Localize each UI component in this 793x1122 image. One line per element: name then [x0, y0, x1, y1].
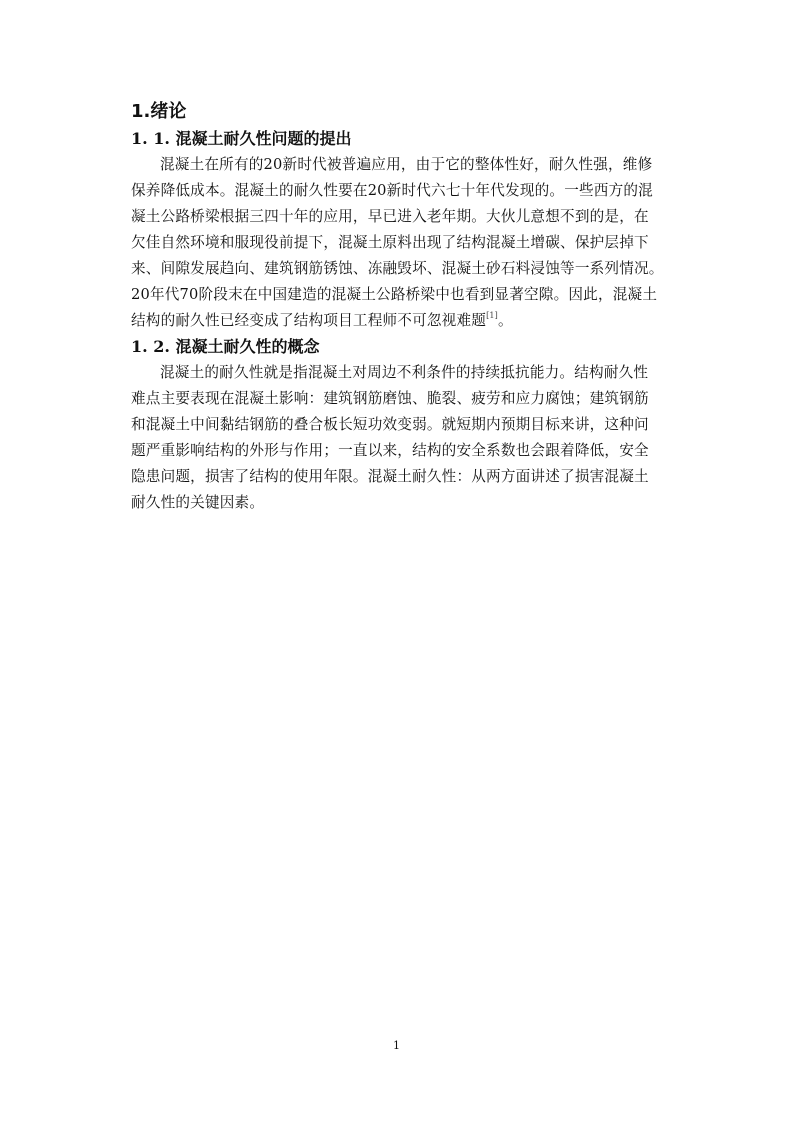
- citation-reference[interactable]: [1]: [486, 311, 498, 320]
- section-heading-1-2: [131, 334, 698, 360]
- section-number: 1. 1.: [131, 129, 176, 148]
- section-number: 1. 2.: [131, 337, 176, 356]
- section-paragraph: [131, 152, 698, 334]
- section-paragraph: [131, 360, 698, 516]
- chapter-title: 1.绪论: [131, 101, 187, 122]
- paragraph-text: 混凝土的耐久性就是指混凝土对周边不利条件的持续抵抗能力。结构耐久性 难点主要表现在混凝土影响：建筑钢筋磨蚀、脆裂、疲劳和应力腐蚀；建筑钢筋 和混凝土中间黏结钢筋的叠合板长短功效变弱。就短期内预期目标来讲，这种问 题严重影响结构的外形与作用；一直以来，结构的安全系数也会跟着降低，安全 隐患问题，损害了结构的使用年限。混凝土耐久性：从两方面讲述了损害混凝土 耐久性的关键因素。: [131, 364, 649, 511]
- page-number: 1: [393, 1039, 400, 1052]
- paragraph-text: 混凝土在所有的20新时代被普遍应用，由于它的整体性好，耐久性强，维修 保养降低成本。混凝土的耐久性要在20新时代六七十年代发现的。一些西方的混 凝土公路桥梁根据三四十年的应用，早已进入老年期。大伙儿意想不到的是，在 欠佳自然环境和服现役前提下，混凝土原料出现了结构混凝土增碳、保护层掉下 来、间隙发展趋向、建筑钢筋锈蚀、冻融毁坏、混凝土砂石料浸蚀等一系列情况。 20年代70阶段末在中国建造的混凝土公路桥梁中也看到显著空隙。因此，混凝土 结构的耐久性已经变成了结构项目工程师不可忽视难题: [131, 156, 664, 329]
- section-title: 混凝土耐久性的概念: [175, 337, 320, 356]
- paragraph-end: 。: [498, 312, 513, 329]
- section-heading-1-1: [131, 126, 698, 152]
- section-title: 混凝土耐久性问题的提出: [175, 129, 352, 148]
- document-body: [131, 98, 698, 516]
